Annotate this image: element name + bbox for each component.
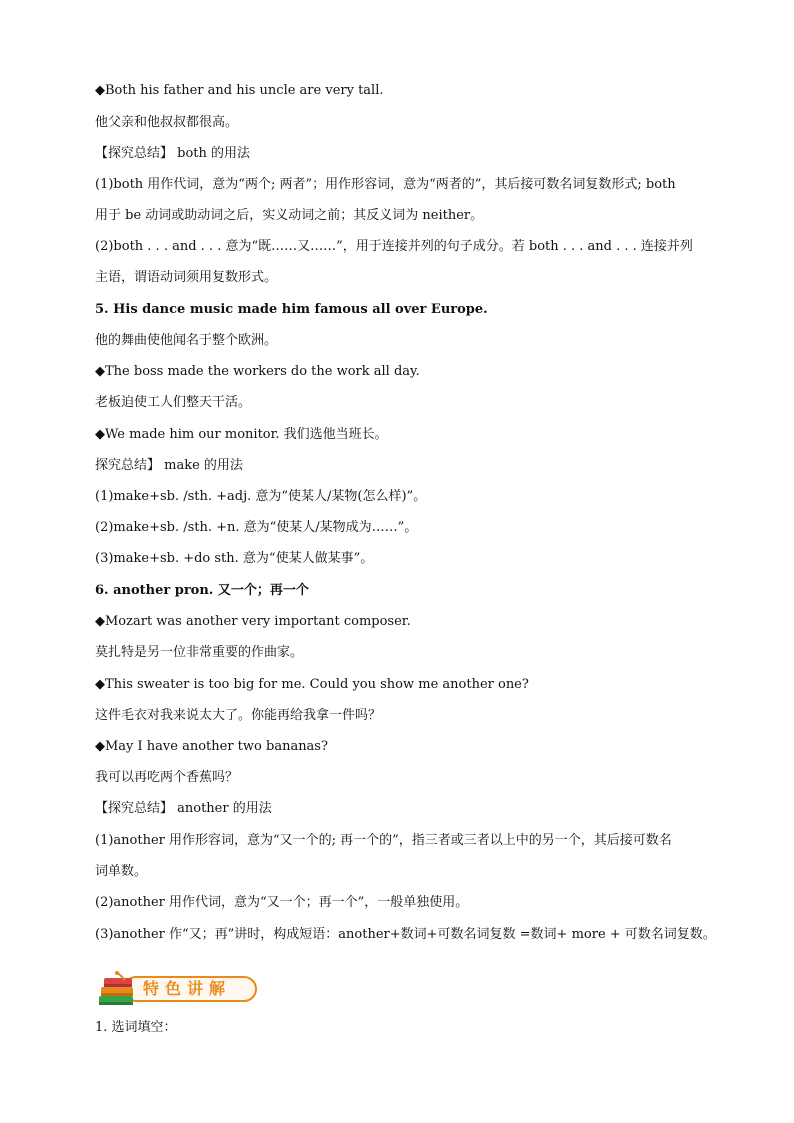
exercise-heading: 1. 选词填空：	[95, 1020, 177, 1035]
summary-point-cont: 主语，谓语动词须用复数形式。	[95, 270, 278, 285]
summary-point: (3)another 作“又；再”讲时，构成短语：another+数词+可数名词复数 =数词+ more + 可数名词复数。	[95, 927, 716, 942]
summary-heading: 【探究总结】 both 的用法	[95, 146, 251, 161]
translation: 这件毛衣对我来说太大了。你能再给我拿一件吗？	[95, 708, 382, 723]
summary-point: (3)make+sb. +do sth. 意为“使某人做某事”。	[95, 551, 374, 566]
summary-point-cont: 用于 be 动词或助动词之后，实义动词之前；其反义词为 neither。	[95, 208, 484, 223]
summary-point: (1)make+sb. /sth. +adj. 意为“使某人/某物(怎么样)”。	[95, 489, 427, 504]
summary-point: (1)another 用作形容词，意为“又一个的; 再一个的”，指三者或三者以上中的另一个，其后接可数名	[95, 833, 672, 848]
translation: 莫扎特是另一位非常重要的作曲家。	[95, 645, 304, 660]
example-sentence: ◆We made him our monitor. 我们选他当班长。	[95, 427, 388, 442]
books-icon	[95, 970, 143, 1010]
example-sentence: ◆Mozart was another very important composer.	[95, 614, 411, 629]
example-sentence: ◆This sweater is too big for me. Could you show me another one?	[95, 677, 529, 692]
summary-point: (2)make+sb. /sth. +n. 意为“使某人/某物成为……”。	[95, 520, 418, 535]
translation: 我可以再吃两个香蕉吗？	[95, 770, 239, 785]
summary-heading: 探究总结】 make 的用法	[95, 458, 243, 473]
translation: 他父亲和他叔叔都很高。	[95, 115, 239, 130]
section-heading-6: 6. another pron. 又一个；再一个	[95, 583, 309, 598]
section-heading-5: 5. His dance music made him famous all over Europe.	[95, 302, 488, 317]
summary-point: (2)another 用作代词，意为“又一个；再一个”，一般单独使用。	[95, 895, 469, 910]
feature-banner	[95, 970, 261, 1010]
example-sentence: ◆The boss made the workers do the work all day.	[95, 364, 420, 379]
example-sentence: ◆May I have another two bananas?	[95, 739, 328, 754]
example-sentence: ◆Both his father and his uncle are very tall.	[95, 83, 384, 98]
summary-point: (2)both . . . and . . . 意为“既……又……”，用于连接并列的句子成分。若 both . . . and . . . 连接并列	[95, 239, 693, 254]
translation: 他的舞曲使他闻名于整个欧洲。	[95, 333, 278, 348]
summary-heading: 【探究总结】 another 的用法	[95, 801, 272, 816]
summary-point: (1)both 用作代词，意为“两个; 两者”；用作形容词，意为“两者的”，其后接可数名词复数形式; both	[95, 177, 676, 192]
banner-title: 特色讲解	[143, 979, 232, 998]
summary-point-cont: 词单数。	[95, 864, 148, 879]
translation: 老板迫使工人们整天干活。	[95, 395, 252, 410]
